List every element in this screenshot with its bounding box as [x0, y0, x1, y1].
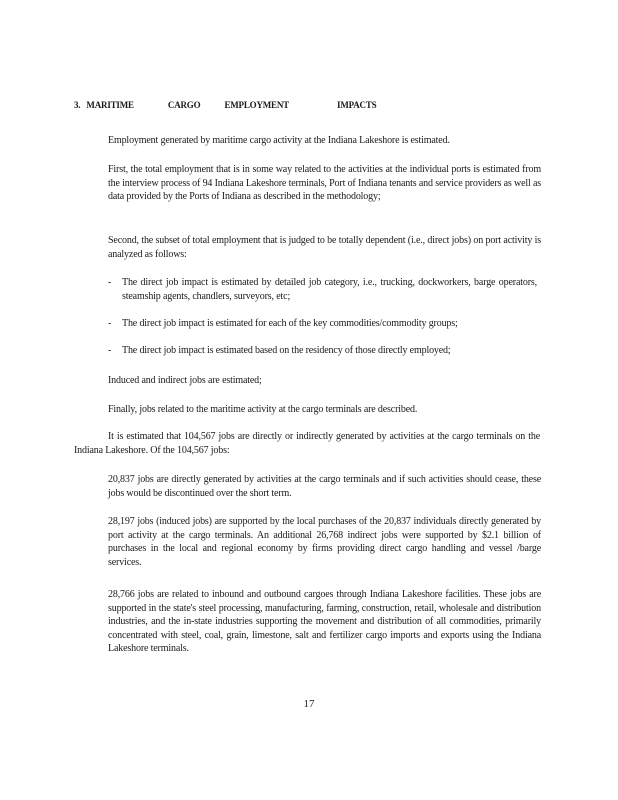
sub-item-job-category: The direct job impact is estimated by detailed job category, i.e., trucking, dockworkers, barge operators, steamship agents, chandlers, surveyors, etc;	[122, 277, 537, 302]
finding-direct-jobs: 20,837 jobs are directly generated by activities at the cargo terminals and if such activities should cease, these jobs would be discontinued over the short term.	[108, 474, 541, 499]
finding-induced-jobs: 28,197 jobs (induced jobs) are supported by the local purchases of the 20,837 individuals directly generated by port activity at the cargo terminals. An additional 26,768 indirect jobs were supported by $2.1 billion of purchases in the local and regional economy by firms providing direct cargo handling and vessel /barge services.	[108, 516, 541, 568]
step-first: First, the total employment that is in some way related to the activities at the individual ports is estimated from the interview process of 94 Indiana Lakeshore terminals, Port of Indiana tenants and service providers as well as data provided by the Ports of Indiana as described in the methodology;	[108, 164, 541, 202]
step-finally: Finally, jobs related to the maritime activity at the cargo terminals are described.	[108, 404, 418, 415]
dash-3: -	[108, 345, 112, 356]
heading-word-2: CARGO	[167, 100, 201, 110]
finding-related-jobs: 28,766 jobs are related to inbound and outbound cargoes through Indiana Lakeshore facilities. These jobs are supported in the state's steel processing, manufacturing, farming, construction, retail, wholesale and distribution industries, and the in-state industries supporting the movement and distribution of all commodities, primarily concentrated with steel, coal, grain, limestone, salt and fertilizer cargo imports and exports using the Indiana Lakeshore terminals.	[108, 589, 541, 654]
section-number: 3.	[74, 100, 81, 110]
dash-1: -	[108, 277, 112, 288]
summary-paragraph: It is estimated that 104,567 jobs are directly or indirectly generated by activities at the cargo terminals on the Indiana Lakeshore. Of the 104,567 jobs:	[74, 431, 540, 456]
section-heading	[74, 100, 376, 110]
sub-item-commodities: The direct job impact is estimated for each of the key commodities/commodity groups;	[122, 318, 458, 329]
page-number: 17	[303, 698, 315, 710]
step-induced: Induced and indirect jobs are estimated;	[108, 375, 262, 386]
heading-word-4: IMPACTS	[337, 100, 377, 110]
dash-2: -	[108, 318, 112, 329]
step-second: Second, the subset of total employment that is judged to be totally dependent (i.e., direct jobs) on port activity is analyzed as follows:	[108, 235, 541, 260]
intro-paragraph: Employment generated by maritime cargo activity at the Indiana Lakeshore is estimated.	[108, 135, 450, 146]
sub-item-residency: The direct job impact is estimated based on the residency of those directly employed;	[122, 345, 451, 356]
heading-word-1: MARITIME	[86, 100, 134, 110]
heading-word-3: EMPLOYMENT	[224, 100, 289, 110]
